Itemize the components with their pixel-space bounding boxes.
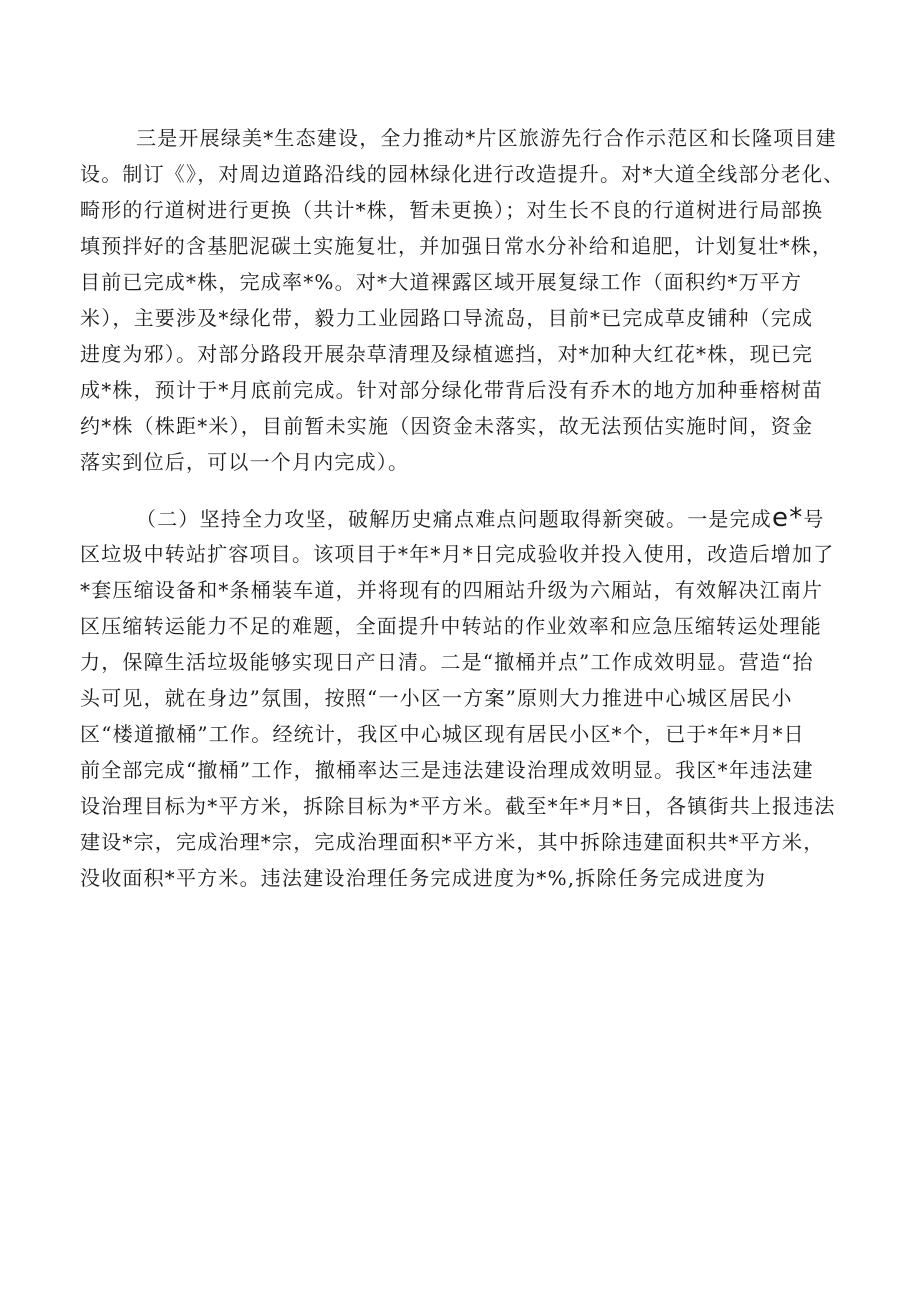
paragraph-2-line-11: 没收面积*平方米。违法建设治理任务完成进度为*%,拆除任务完成进度为 [80,866,767,890]
paragraph-2-line-1-big-mark: e* [772,503,804,533]
paragraph-2-line-5: 力，保障生活垃圾能够实现日产日清。二是“撤桶并点”工作成效明显。营造“抬 [80,650,814,674]
paragraph-1-line-2: 设。制订《》，对周边道路沿线的园林绿化进行改造提升。对*大道全线部分老化、 [80,162,845,186]
paragraph-1-line-5: 目前已完成*株，完成率*%。对*大道裸露区域开展复绿工作（面积约*万平方 [80,270,803,294]
paragraph-2-line-1-text: （二）坚持全力攻坚，破解历史痛点难点问题取得新突破。一是完成 [136,507,772,531]
paragraph-2-line-9: 设治理目标为*平方米，拆除目标为*平方米。截至*年*月*日，各镇街共上报违法 [80,794,836,818]
paragraph-1-line-4: 填预拌好的含基肥泥碳土实施复壮，并加强日常水分补给和追肥，计划复壮*株， [80,234,834,258]
paragraph-1-line-6: 米），主要涉及*绿化带，毅力工业园路口导流岛，目前*已完成草皮铺种（完成 [80,306,814,330]
paragraph-1-line-7: 进度为邪）。对部分路段开展杂草清理及绿植遮挡，对*加种大红花*株，现已完 [80,342,814,366]
paragraph-1-line-9: 约*株（株距*米），目前暂未实施（因资金未落实，故无法预估实施时间，资金 [80,414,814,438]
paragraph-2-line-2: 区垃圾中转站扩容项目。该项目于*年*月*日完成验收并投入使用，改造后增加了 [80,542,835,566]
paragraph-1-line-1: 三是开展绿美*生态建设，全力推动*片区旅游先行合作示范区和长隆项目建 [136,126,837,150]
paragraph-1-line-8: 成*株，预计于*月底前完成。针对部分绿化带背后没有乔木的地方加种垂榕树苗 [80,378,824,402]
paragraph-2-line-7: 区“楼道撤桶”工作。经统计，我区中心城区现有居民小区*个，已于*年*月*日 [80,722,805,746]
paragraph-2-line-3: *套压缩设备和*条桶装车道，并将现有的四厢站升级为六厢站，有效解决江南片 [80,578,824,602]
paragraph-1-line-3: 畸形的行道树进行更换（共计*株，暂未更换）；对生长不良的行道树进行局部换 [80,198,824,222]
paragraph-2-line-1 [136,500,825,536]
paragraph-2-line-1-end: 号 [803,507,825,531]
paragraph-2-line-6: 头可见，就在身边”氛围，按照“一小区一方案”原则大力推进中心城区居民小 [80,686,793,710]
paragraph-1-line-10: 落实到位后，可以一个月内完成）。 [80,450,410,474]
paragraph-2-line-10: 建设*宗，完成治理*宗，完成治理面积*平方米，其中拆除违建面积共*平方米， [80,830,825,854]
paragraph-2-line-8: 前全部完成“撤桶”工作，撤桶率达三是违法建设治理成效明显。我区*年违法建 [80,758,814,782]
paragraph-2-line-4: 区压缩转运能力不足的难题，全面提升中转站的作业效率和应急压缩转运处理能 [80,614,822,638]
